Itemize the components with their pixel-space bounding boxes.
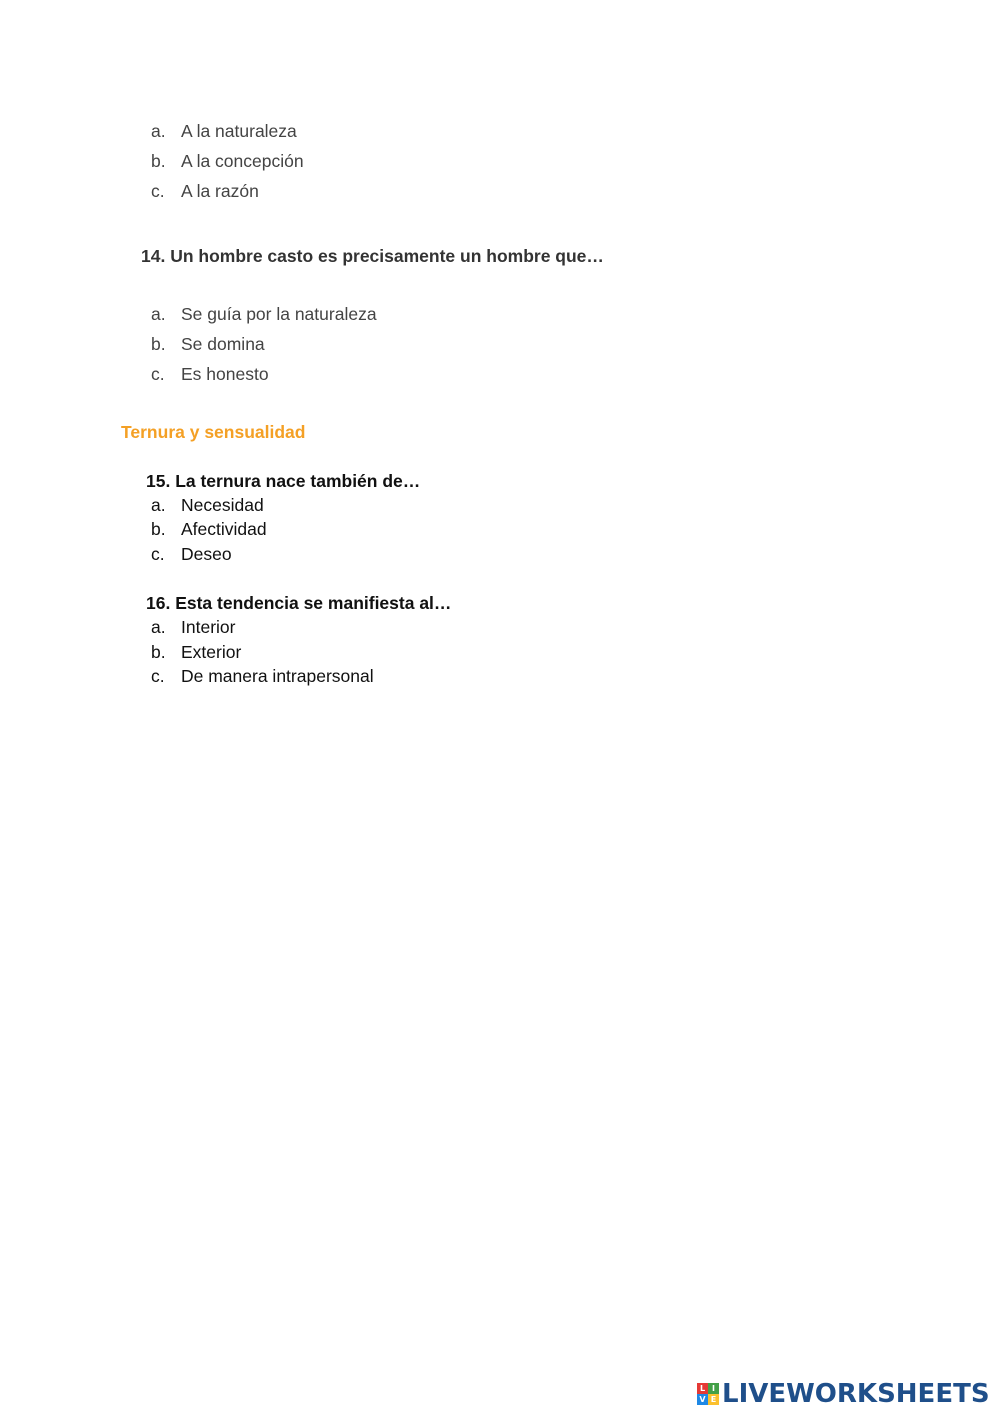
q14-question: 14. Un hombre casto es precisamente un hombre que… bbox=[141, 246, 604, 266]
option-letter: a. bbox=[151, 304, 166, 324]
option-letter: b. bbox=[151, 642, 166, 662]
logo-wordmark: LIVEWORKSHEETS bbox=[722, 1379, 990, 1409]
logo-tile: E bbox=[708, 1394, 719, 1405]
option-text: Exterior bbox=[181, 642, 242, 662]
option-text: Se domina bbox=[181, 334, 265, 354]
option-text: A la naturaleza bbox=[181, 121, 297, 141]
option-letter: b. bbox=[151, 334, 166, 354]
section-title: Ternura y sensualidad bbox=[121, 422, 306, 442]
option-text: Afectividad bbox=[181, 519, 267, 539]
option-letter: c. bbox=[151, 181, 165, 201]
option-letter: a. bbox=[151, 617, 166, 637]
logo-tile: V bbox=[697, 1394, 708, 1405]
option-letter: c. bbox=[151, 666, 165, 686]
logo-tile: L bbox=[697, 1383, 708, 1394]
option-text: Necesidad bbox=[181, 495, 264, 515]
q16-question: 16. Esta tendencia se manifiesta al… bbox=[146, 593, 452, 613]
option-letter: c. bbox=[151, 364, 165, 384]
liveworksheets-logo-icon bbox=[697, 1383, 719, 1405]
q15-question: 15. La ternura nace también de… bbox=[146, 471, 421, 491]
option-letter: a. bbox=[151, 495, 166, 515]
option-letter: b. bbox=[151, 519, 166, 539]
option-letter: a. bbox=[151, 121, 166, 141]
option-text: Deseo bbox=[181, 544, 232, 564]
liveworksheets-logo bbox=[697, 1378, 990, 1410]
logo-tile: I bbox=[708, 1383, 719, 1394]
option-letter: c. bbox=[151, 544, 165, 564]
option-text: A la concepción bbox=[181, 151, 304, 171]
option-text: A la razón bbox=[181, 181, 259, 201]
option-text: Se guía por la naturaleza bbox=[181, 304, 377, 324]
option-text: De manera intrapersonal bbox=[181, 666, 374, 686]
option-letter: b. bbox=[151, 151, 166, 171]
option-text: Interior bbox=[181, 617, 236, 637]
option-text: Es honesto bbox=[181, 364, 269, 384]
